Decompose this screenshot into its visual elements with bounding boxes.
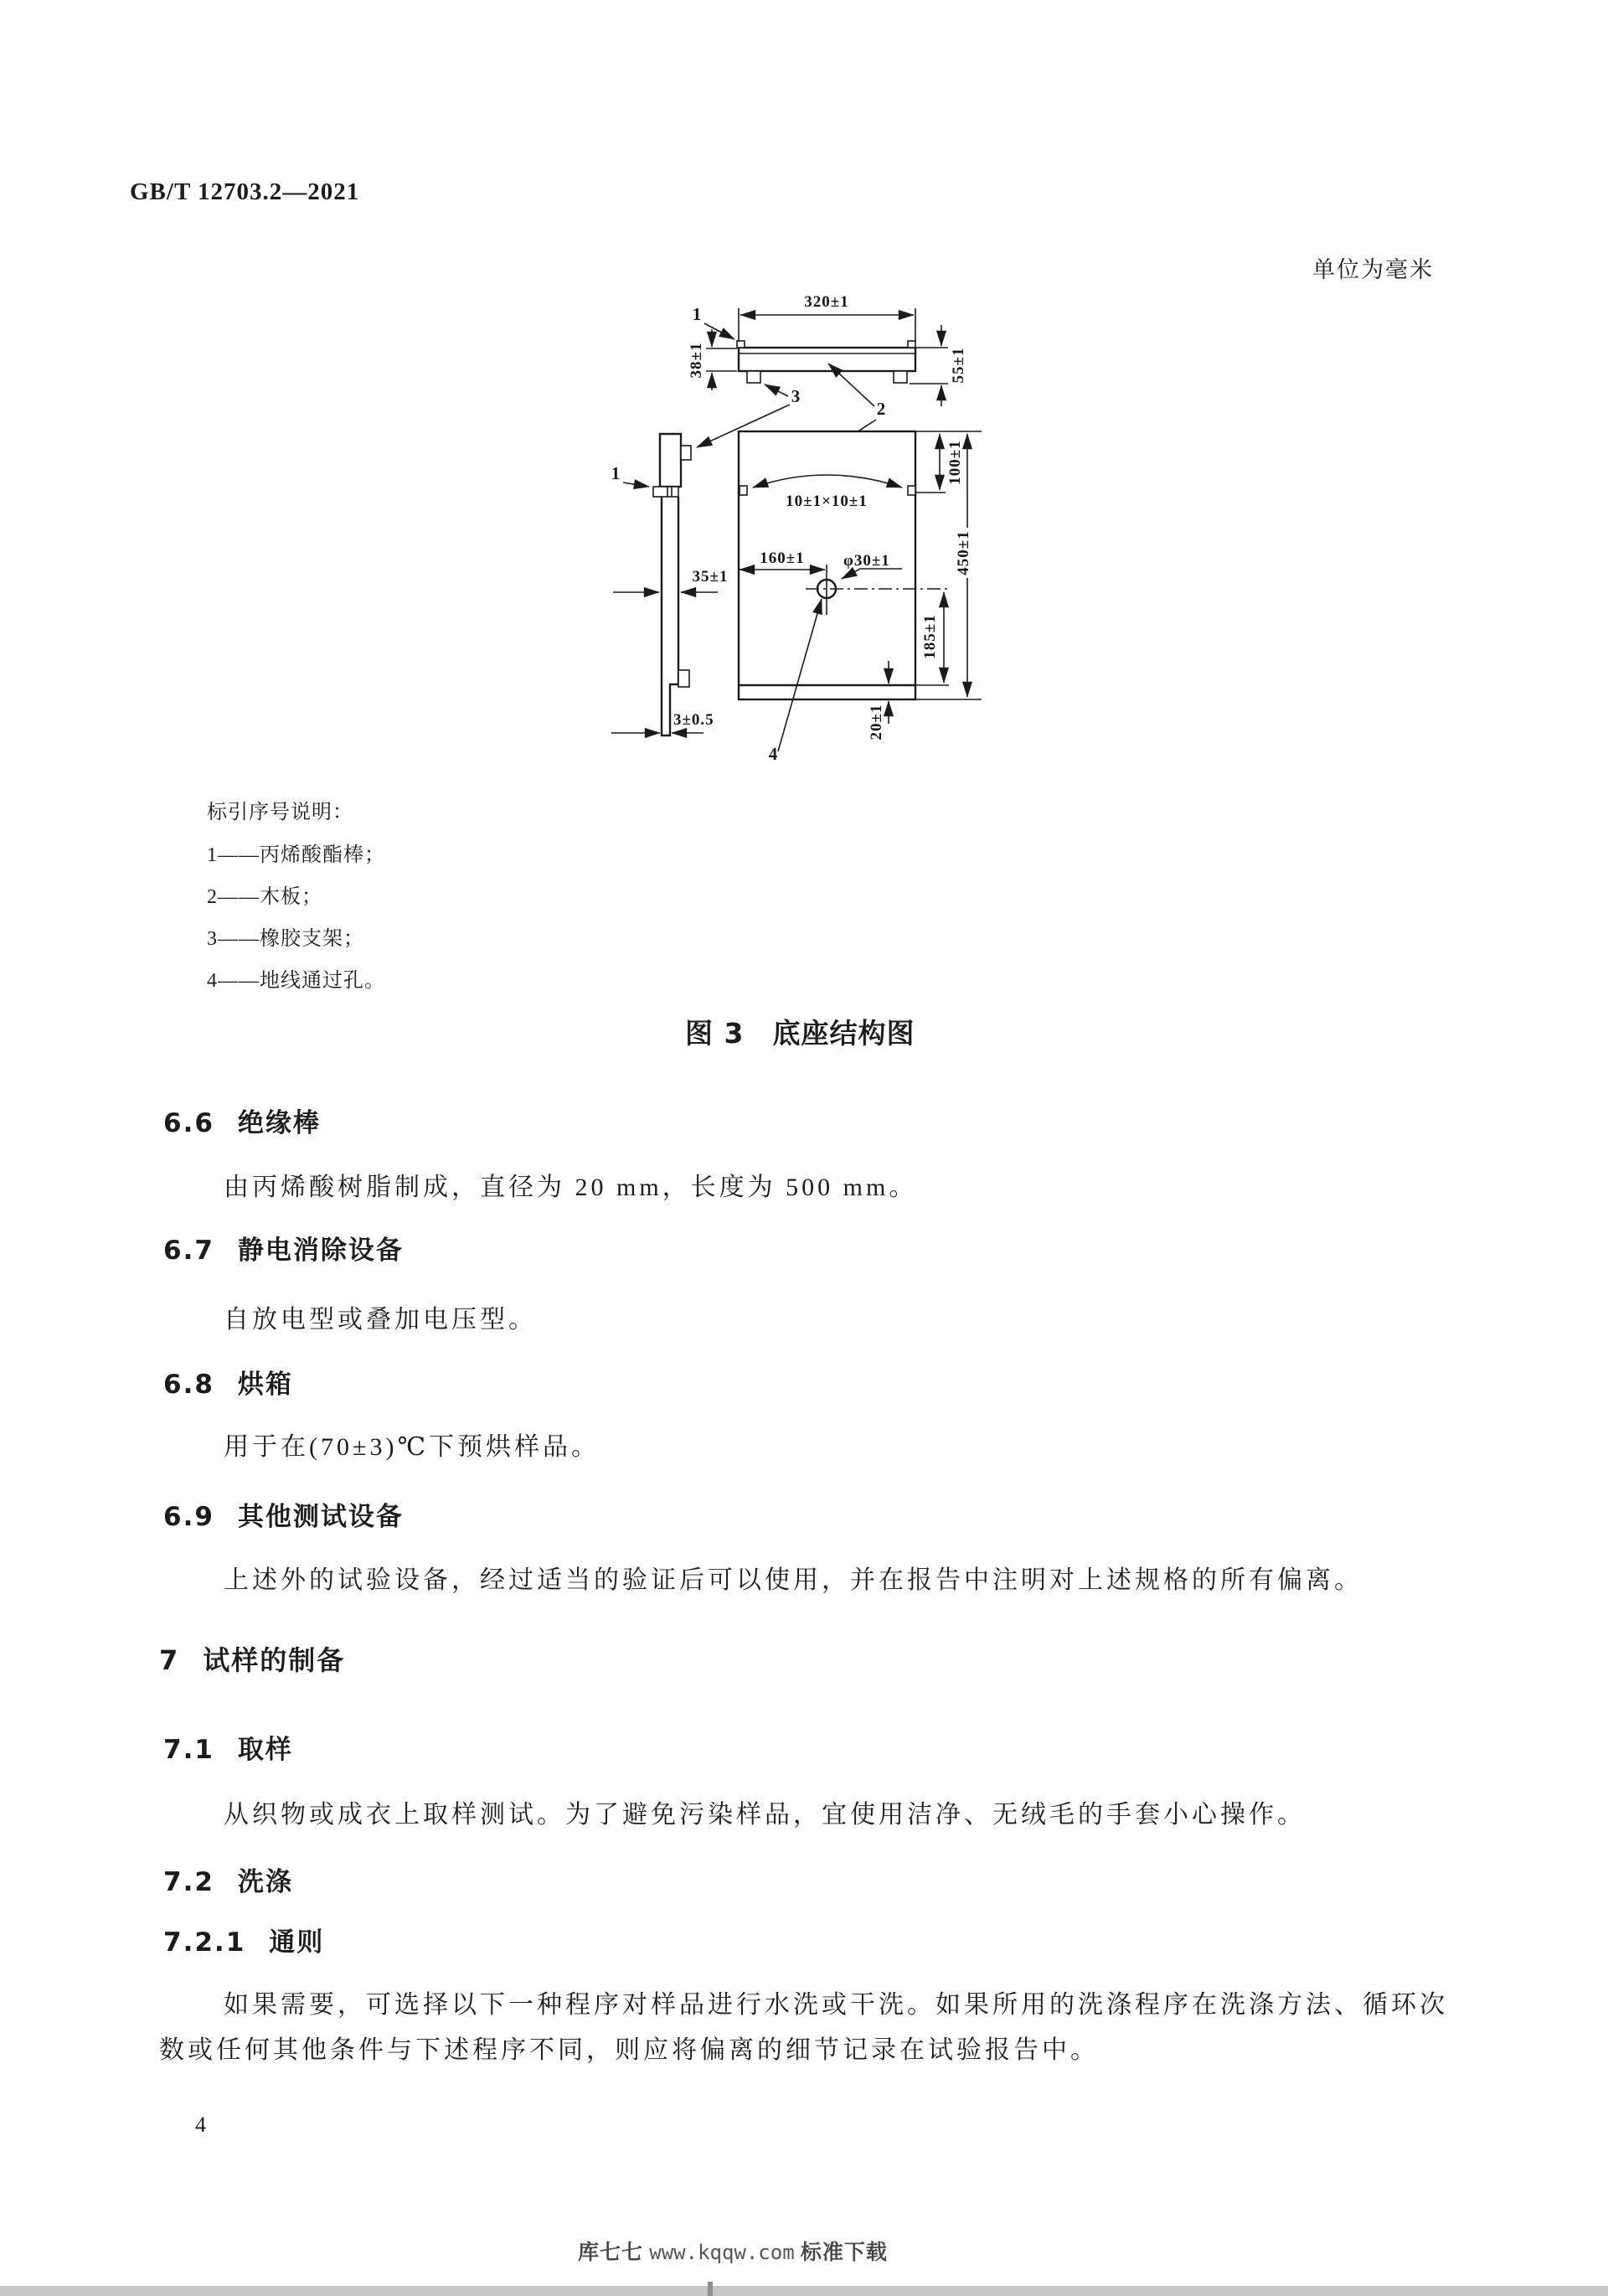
section-number: 6.9 [163, 1502, 214, 1532]
legend-title: 标引序号说明： [207, 802, 353, 823]
section-heading-6-6 [163, 1102, 321, 1139]
legend-item: 2——木板； [207, 886, 322, 908]
section-number: 7.2 [163, 1867, 214, 1897]
section-heading-7-2-1 [163, 1921, 324, 1958]
legend-item: 4——地线通过孔。 [207, 970, 385, 992]
section-title: 取样 [237, 1735, 293, 1765]
scan-edge-tick [708, 2282, 713, 2296]
figure-3-diagram [570, 276, 1013, 779]
footer-label: 标准下载 [800, 2242, 888, 2264]
acrylic-rod-side [653, 487, 678, 497]
dim-3-label: 3±0.5 [673, 711, 714, 729]
dim-20-label: 20±1 [868, 704, 885, 740]
dim-320-label: 320±1 [804, 293, 849, 311]
rubber-support-top [681, 446, 691, 460]
units-note: 单位为毫米 [1312, 257, 1434, 282]
section-body-line: 数或任何其他条件与下述程序不同，则应将偏离的细节记录在试验报告中。 [159, 2036, 1099, 2064]
section-title: 静电消除设备 [237, 1236, 404, 1266]
standard-code: GB/T 12703.2—2021 [130, 178, 360, 205]
dim-30-label: φ30±1 [843, 552, 890, 570]
rubber-support-bottom [678, 670, 689, 687]
chapter-heading-7 [159, 1639, 345, 1678]
figure-caption: 图 3 底座结构图 [685, 1017, 915, 1050]
top-view [737, 341, 915, 383]
corner-square-right [908, 486, 915, 495]
section-heading-7-1 [163, 1728, 293, 1766]
section-heading-6-8 [163, 1363, 293, 1401]
svg-text:2: 2 [876, 399, 886, 419]
scan-edge-bar [0, 2286, 1608, 2296]
section-number: 6.8 [163, 1370, 214, 1400]
dim-3 [611, 711, 714, 733]
section-number: 6.6 [163, 1108, 214, 1138]
section-number: 7.1 [163, 1735, 214, 1765]
dim-100 [915, 434, 964, 493]
rubber-foot-left [747, 371, 760, 383]
footer-site: 库七七 [578, 2242, 644, 2264]
section-number: 7 [159, 1644, 180, 1676]
section-heading-7-2 [163, 1860, 293, 1898]
svg-text:3: 3 [791, 386, 801, 406]
section-number: 6.7 [163, 1236, 214, 1266]
dim-38-label: 38±1 [688, 342, 705, 379]
dim-square-label: 10±1×10±1 [786, 493, 868, 510]
section-body: 自放电型或叠加电压型。 [224, 1306, 537, 1334]
dim-35 [613, 568, 728, 592]
dim-320 [739, 293, 915, 342]
section-heading-6-9 [163, 1495, 404, 1533]
dim-160-label: 160±1 [760, 549, 805, 567]
section-title: 其他测试设备 [237, 1502, 404, 1532]
dim-185 [915, 592, 949, 685]
footer-url: www.kqqw.com [649, 2241, 795, 2264]
svg-text:1: 1 [611, 463, 621, 483]
rubber-foot-right [894, 371, 907, 383]
section-title: 试样的制备 [203, 1644, 346, 1676]
section-body-line: 如果需要，可选择以下一种程序对样品进行水洗或干洗。如果所用的洗涤程序在洗涤方法、循环次 [224, 1991, 1448, 2019]
dim-35-label: 35±1 [692, 568, 729, 586]
legend-item: 1——丙烯酸酯棒； [207, 844, 385, 866]
callout-1-side [611, 463, 649, 487]
acrylic-rod-end-left [737, 341, 745, 348]
page-number: 4 [195, 2113, 206, 2137]
section-title: 通则 [269, 1927, 325, 1958]
footer-watermark [578, 2236, 888, 2266]
dim-185-label: 185±1 [921, 614, 939, 659]
acrylic-rod-end-right [908, 341, 915, 348]
corner-square-left [740, 486, 747, 495]
dim-450-label: 450±1 [955, 530, 972, 575]
section-number: 7.2.1 [163, 1927, 246, 1958]
side-view [653, 434, 691, 735]
section-body: 从织物或成衣上取样测试。为了避免污染样品，宜使用洁净、无绒毛的手套小心操作。 [224, 1801, 1306, 1829]
dim-100-label: 100±1 [946, 440, 964, 485]
section-body: 由丙烯酸树脂制成，直径为 20 mm，长度为 500 mm。 [224, 1174, 918, 1201]
section-heading-6-7 [163, 1229, 404, 1267]
section-title: 绝缘棒 [237, 1108, 321, 1138]
callout-1-top [693, 304, 734, 339]
dim-38 [688, 329, 737, 390]
section-title: 烘箱 [237, 1370, 293, 1400]
svg-text:4: 4 [768, 744, 778, 764]
dim-55-label: 55±1 [950, 347, 967, 384]
svg-text:1: 1 [692, 304, 702, 324]
dim-55 [910, 325, 967, 406]
legend-item: 3——橡胶支架； [207, 928, 364, 950]
section-body: 上述外的试验设备，经过适当的验证后可以使用，并在报告中注明对上述规格的所有偏离。 [224, 1566, 1363, 1594]
section-title: 洗涤 [237, 1867, 293, 1897]
section-body: 用于在(70±3)℃下预烘样品。 [224, 1433, 600, 1461]
